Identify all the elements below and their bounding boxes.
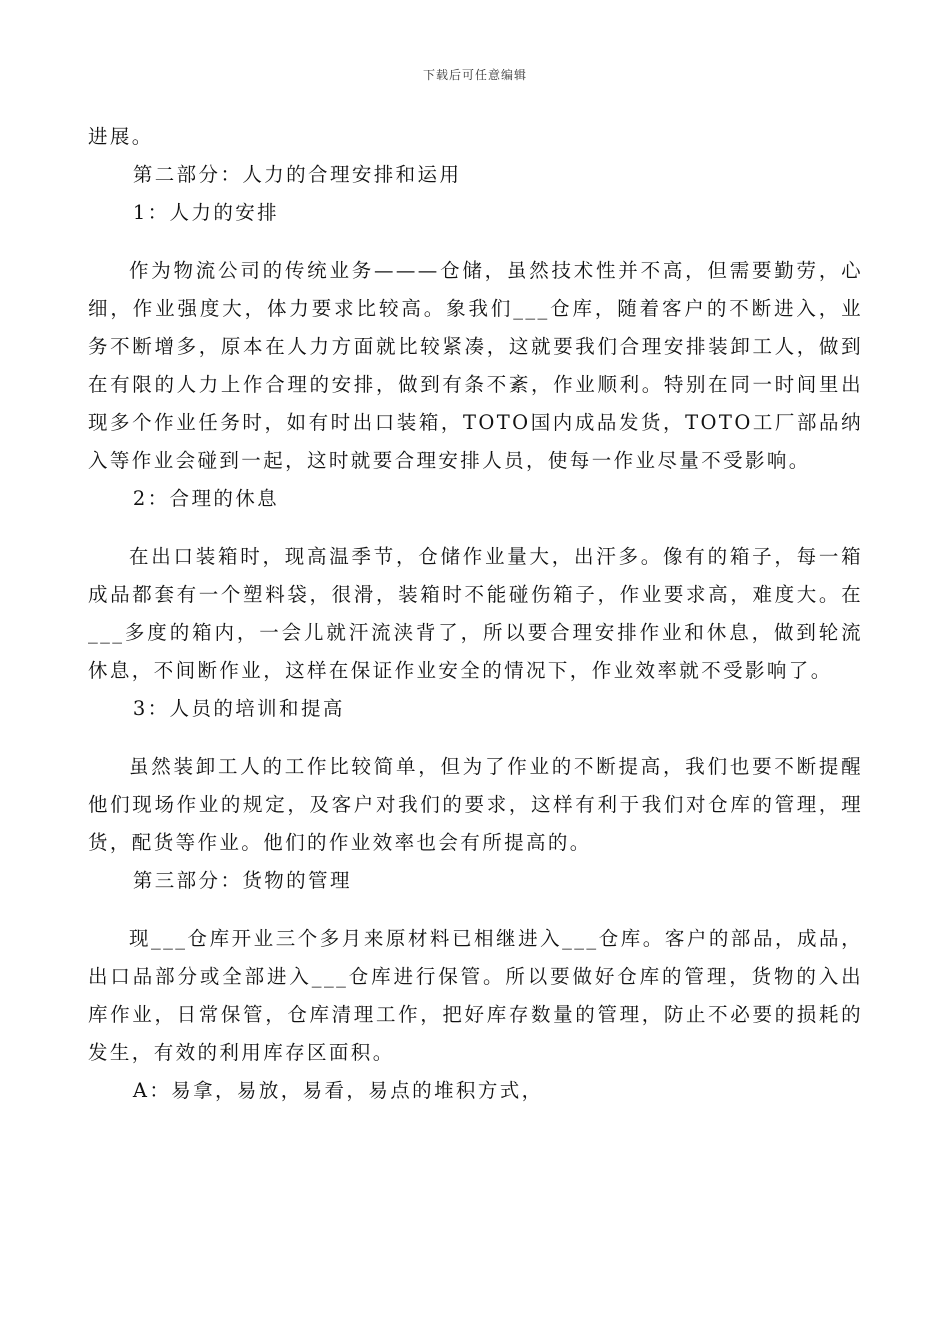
document-body (88, 118, 863, 1110)
subsection-heading-3: 3：人员的培训和提高 (132, 697, 345, 720)
subsection-heading-2: 2：合理的休息 (132, 487, 280, 510)
paragraph-training: 虽然装卸工人的工作比较简单，但为了作业的不断提高，我们也要不断提醒他们现场作业的规定，及客户对我们的要求，这样有利于我们对仓库的管理，理货，配货等作业。他们的作业效率也会有所提高的。 (88, 755, 863, 854)
subsection-heading-1: 1：人力的安排 (132, 201, 280, 224)
subsection-heading-a: A：易拿，易放，易看，易点的堆积方式， (132, 1079, 544, 1102)
paragraph-continuation: 进展。 (88, 125, 154, 148)
paragraph-rest: 在出口装箱时，现高温季节，仓储作业量大，出汗多。像有的箱子，每一箱成品都套有一个塑料袋，很滑，装箱时不能碰伤箱子，作业要求高，难度大。在___多度的箱内，一会儿就汗流浃背了，所以要合理安排作业和休息，做到轮流休息，不间断作业，这样在保证作业安全的情况下，作业效率就不受影响了。 (88, 545, 863, 682)
page-header-note: 下载后可任意编辑 (422, 68, 527, 82)
section-heading-part2: 第二部分：人力的合理安排和运用 (132, 163, 462, 186)
paragraph-goods-management: 现___仓库开业三个多月来原材料已相继进入___仓库。客户的部品，成品，出口品部分或全部进入___仓库进行保管。所以要做好仓库的管理，货物的入出库作业，日常保管，仓库清理工作，把好库存数量的管理，防止不必要的损耗的发生，有效的利用库存区面积。 (88, 927, 863, 1064)
paragraph-staffing: 作为物流公司的传统业务———仓储，虽然技术性并不高，但需要勤劳，心细，作业强度大，体力要求比较高。象我们___仓库，随着客户的不断进入，业务不断增多，原本在人力方面就比较紧凑，这就要我们合理安排装卸工人，做到在有限的人力上作合理的安排，做到有条不紊，作业顺利。特别在同一时间里出现多个作业任务时，如有时出口装箱，TOTO国内成品发货，TOTO工厂部品纳入等作业会碰到一起，这时就要合理安排人员，使每一作业尽量不受影响。 (88, 259, 863, 472)
section-heading-part3: 第三部分：货物的管理 (132, 869, 352, 892)
